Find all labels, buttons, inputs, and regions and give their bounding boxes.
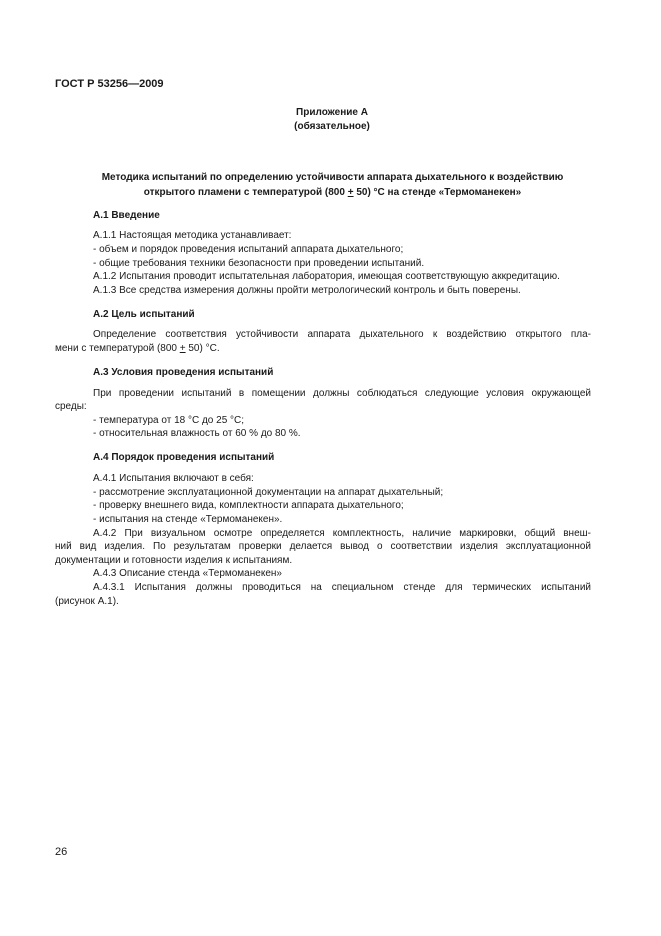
paragraph-line: - проверку внешнего вида, комплектности аппарата дыхательного; <box>93 500 404 511</box>
paragraph-line: А.1.2 Испытания проводит испытательная лаборатория, имеющая соответствующую аккредитацию. <box>93 271 560 282</box>
paragraph-line: - температура от 18 °С до 25 °С; <box>93 415 245 426</box>
paragraph-line: - испытания на стенде «Термоманекен». <box>93 514 283 525</box>
section-heading-a2: А.2 Цель испытаний <box>93 309 195 320</box>
paragraph-line: А.1.3 Все средства измерения должны пройти метрологический контроль и быть поверены. <box>93 285 521 296</box>
paragraph-line: (рисунок А.1). <box>55 596 119 607</box>
paragraph-line: При проведении испытаний в помещении должны соблюдаться следующие условия окружающей <box>93 388 591 399</box>
paragraph-line: Определение соответствия устойчивости аппарата дыхательного к воздействию открытого пла- <box>93 329 591 340</box>
appendix-type: (обязательное) <box>294 121 370 132</box>
page-number: 26 <box>55 846 68 858</box>
paragraph-line: ний вид изделия. По результатам проверки делается вывод о соответствии изделия эксплуатационной <box>55 541 591 552</box>
paragraph-line: - объем и порядок проведения испытаний аппарата дыхательного; <box>93 244 404 255</box>
standard-number: ГОСТ Р 53256—2009 <box>55 78 164 90</box>
paragraph-line: А.4.2 При визуальном осмотре определяется комплектность, наличие маркировки, общий внеш- <box>93 528 591 539</box>
paragraph-line: - относительная влажность от 60 % до 80 %. <box>93 428 301 439</box>
paragraph-line: среды: <box>55 401 87 412</box>
section-heading-a4: А.4 Порядок проведения испытаний <box>93 452 275 463</box>
paragraph-line: А.1.1 Настоящая методика устанавливает: <box>93 230 292 241</box>
paragraph-line: мени с температурой (800 + 50) °С. <box>55 343 220 354</box>
method-title-line-1: Методика испытаний по определению устойчивости аппарата дыхательного к воздействию <box>101 172 564 183</box>
section-heading-a3: А.3 Условия проведения испытаний <box>93 367 274 378</box>
paragraph-line: - рассмотрение эксплуатационной документации на аппарат дыхательный; <box>93 487 444 498</box>
paragraph-line: А.4.3 Описание стенда «Термоманекен» <box>93 568 282 579</box>
section-heading-a1: А.1 Введение <box>93 210 160 221</box>
appendix-title: Приложение А <box>296 107 368 118</box>
paragraph-line: документации и готовности изделия к испытаниям. <box>55 555 293 566</box>
method-title-line-2: открытого пламени с температурой (800 + 50) °С на стенде «Термоманекен» <box>143 187 522 198</box>
paragraph-line: - общие требования техники безопасности при проведении испытаний. <box>93 258 425 269</box>
paragraph-line: А.4.3.1 Испытания должны проводиться на специальном стенде для термических испытаний <box>93 582 591 593</box>
paragraph-line: А.4.1 Испытания включают в себя: <box>93 473 254 484</box>
